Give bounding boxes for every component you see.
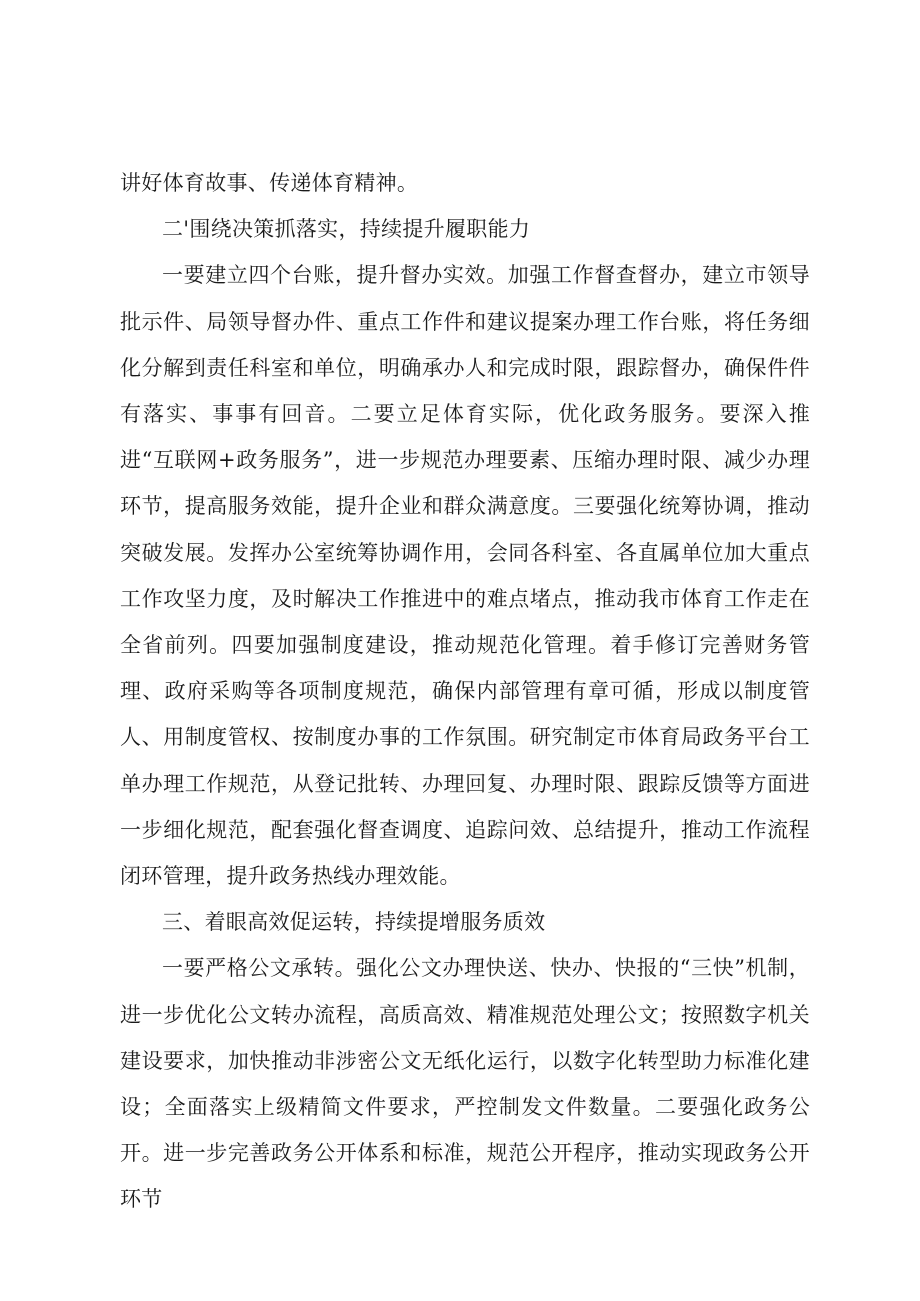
section-heading-2: 二'围绕决策抓落实，持续提升履职能力 (162, 217, 531, 242)
paragraph-section-3-body: 一要严格公文承转。强化公文办理快送、快办、快报的“三快”机制，进一步优化公文转办流程，高质高效、精准规范处理公文；按照数字机关建设要求，加快推动非涉密公文无纸化运行，以数字化转型助力标准化建设；全面落实上级精简文件要求，严控制发文件数量。二要强化政务公开。进一步完善政务公开体系和标准，规范公开程序，推动实现政务公开环节 (120, 956, 810, 1212)
section-heading-3: 三、着眼高效促运转，持续提增服务质效 (162, 910, 546, 935)
document-body (120, 160, 810, 1223)
paragraph-section-2-body: 一要建立四个台账，提升督办实效。加强工作督查督办，建立市领导批示件、局领导督办件、重点工作件和建议提案办理工作台账，将任务细化分解到责任科室和单位，明确承办人和完成时限，跟踪督办，确保件件有落实、事事有回音。二要立足体育实际，优化政务服务。要深入推进“互联网+政务服务”，进一步规范办理要素、压缩办理时限、减少办理环节，提高服务效能，提升企业和群众满意度。三要强化统筹协调，推动突破发展。发挥办公室统筹协调作用，会同各科室、各直属单位加大重点工作攻坚力度，及时解决工作推进中的难点堵点，推动我市体育工作走在全省前列。四要加强制度建设，推动规范化管理。着手修订完善财务管理、政府采购等各项制度规范，确保内部管理有章可循，形成以制度管人、用制度管权、按制度办事的工作氛围。研究制定市体育局政务平台工单办理工作规范，从登记批转、办理回复、办理时限、跟踪反馈等方面进一步细化规范，配套强化督查调度、追踪问效、总结提升，推动工作流程闭环管理，提升政务热线办理效能。 (120, 263, 810, 889)
paragraph-continuation: 讲好体育故事、传递体育精神。 (120, 171, 419, 195)
